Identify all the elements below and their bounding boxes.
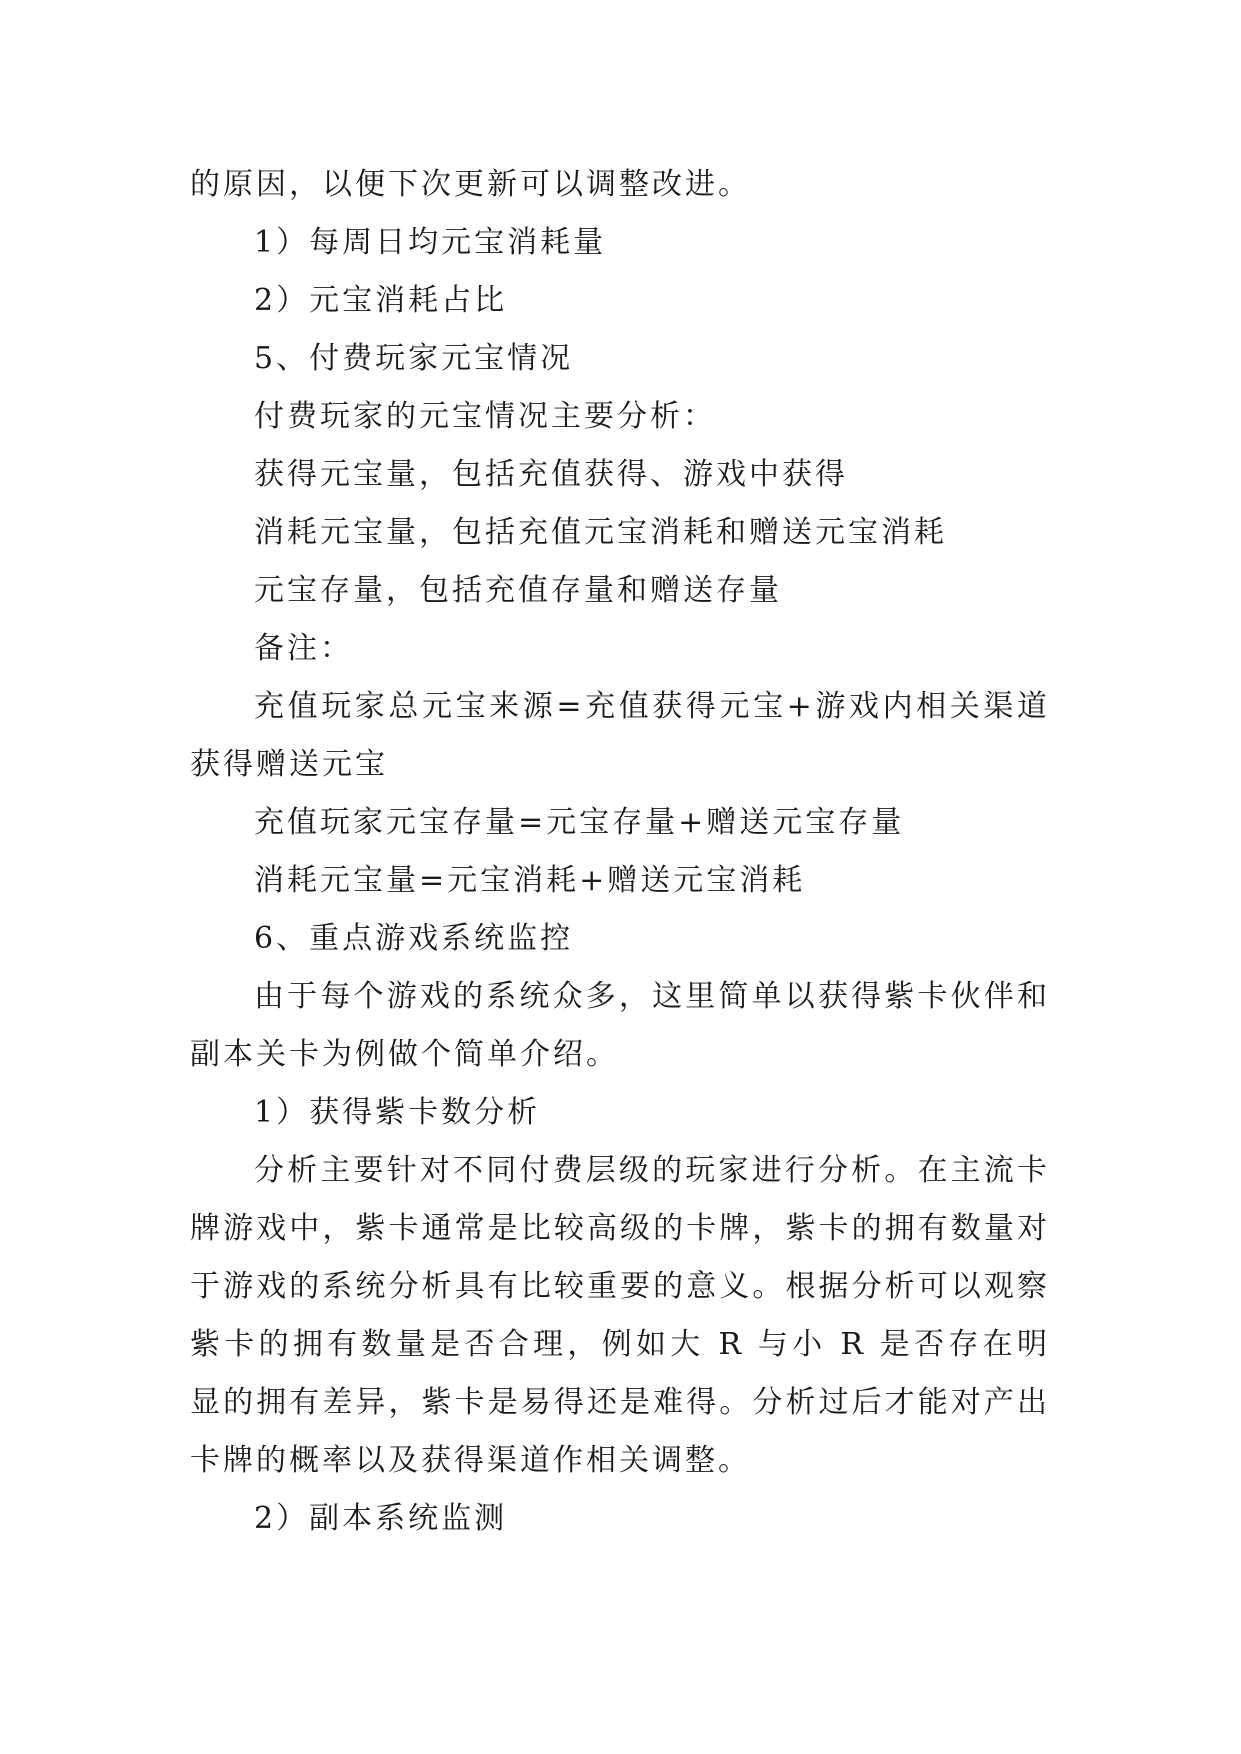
list-item-consumption-ratio: 2）元宝消耗占比 [254, 283, 508, 318]
list-item-purple-card: 1）获得紫卡数分析 [254, 1095, 541, 1130]
formula-stock: 充值玩家元宝存量=元宝存量+赠送元宝存量 [254, 805, 905, 840]
paragraph-purple-card-analysis: 分析主要针对不同付费层级的玩家进行分析。在主流卡牌游戏中，紫卡通常是比较高级的卡牌，紫卡的拥有数量对于游戏的系统分析具有比较重要的意义。根据分析可以观察紫卡的拥有数量是否合理，例如大 R 与小 R 是否存在明显的拥有差异，紫卡是易得还是难得。分析过后才能对产出卡牌的概率以及获得渠道作相关调整。 [190, 1153, 1050, 1478]
paragraph-consumed: 消耗元宝量，包括充值元宝消耗和赠送元宝消耗 [254, 515, 947, 550]
paragraph-obtained: 获得元宝量，包括充值获得、游戏中获得 [254, 457, 848, 492]
list-item-dungeon-monitoring: 2）副本系统监测 [254, 1501, 508, 1536]
paragraph-analysis-intro: 付费玩家的元宝情况主要分析： [254, 399, 716, 434]
paragraph-note-label: 备注： [254, 631, 353, 666]
paragraph-stock: 元宝存量，包括充值存量和赠送存量 [254, 573, 782, 608]
section-heading-system-monitoring: 6、重点游戏系统监控 [254, 921, 574, 956]
list-item-daily-consumption: 1）每周日均元宝消耗量 [254, 225, 607, 260]
formula-consumption: 消耗元宝量=元宝消耗+赠送元宝消耗 [254, 863, 806, 898]
document-body [190, 156, 1050, 1548]
section-heading-paying-players: 5、付费玩家元宝情况 [254, 341, 574, 376]
paragraph-continuation: 的原因，以便下次更新可以调整改进。 [190, 167, 751, 202]
paragraph-system-intro: 由于每个游戏的系统众多，这里简单以获得紫卡伙伴和副本关卡为例做个简单介绍。 [190, 979, 1050, 1072]
formula-total-source: 充值玩家总元宝来源=充值获得元宝+游戏内相关渠道获得赠送元宝 [190, 689, 1050, 782]
